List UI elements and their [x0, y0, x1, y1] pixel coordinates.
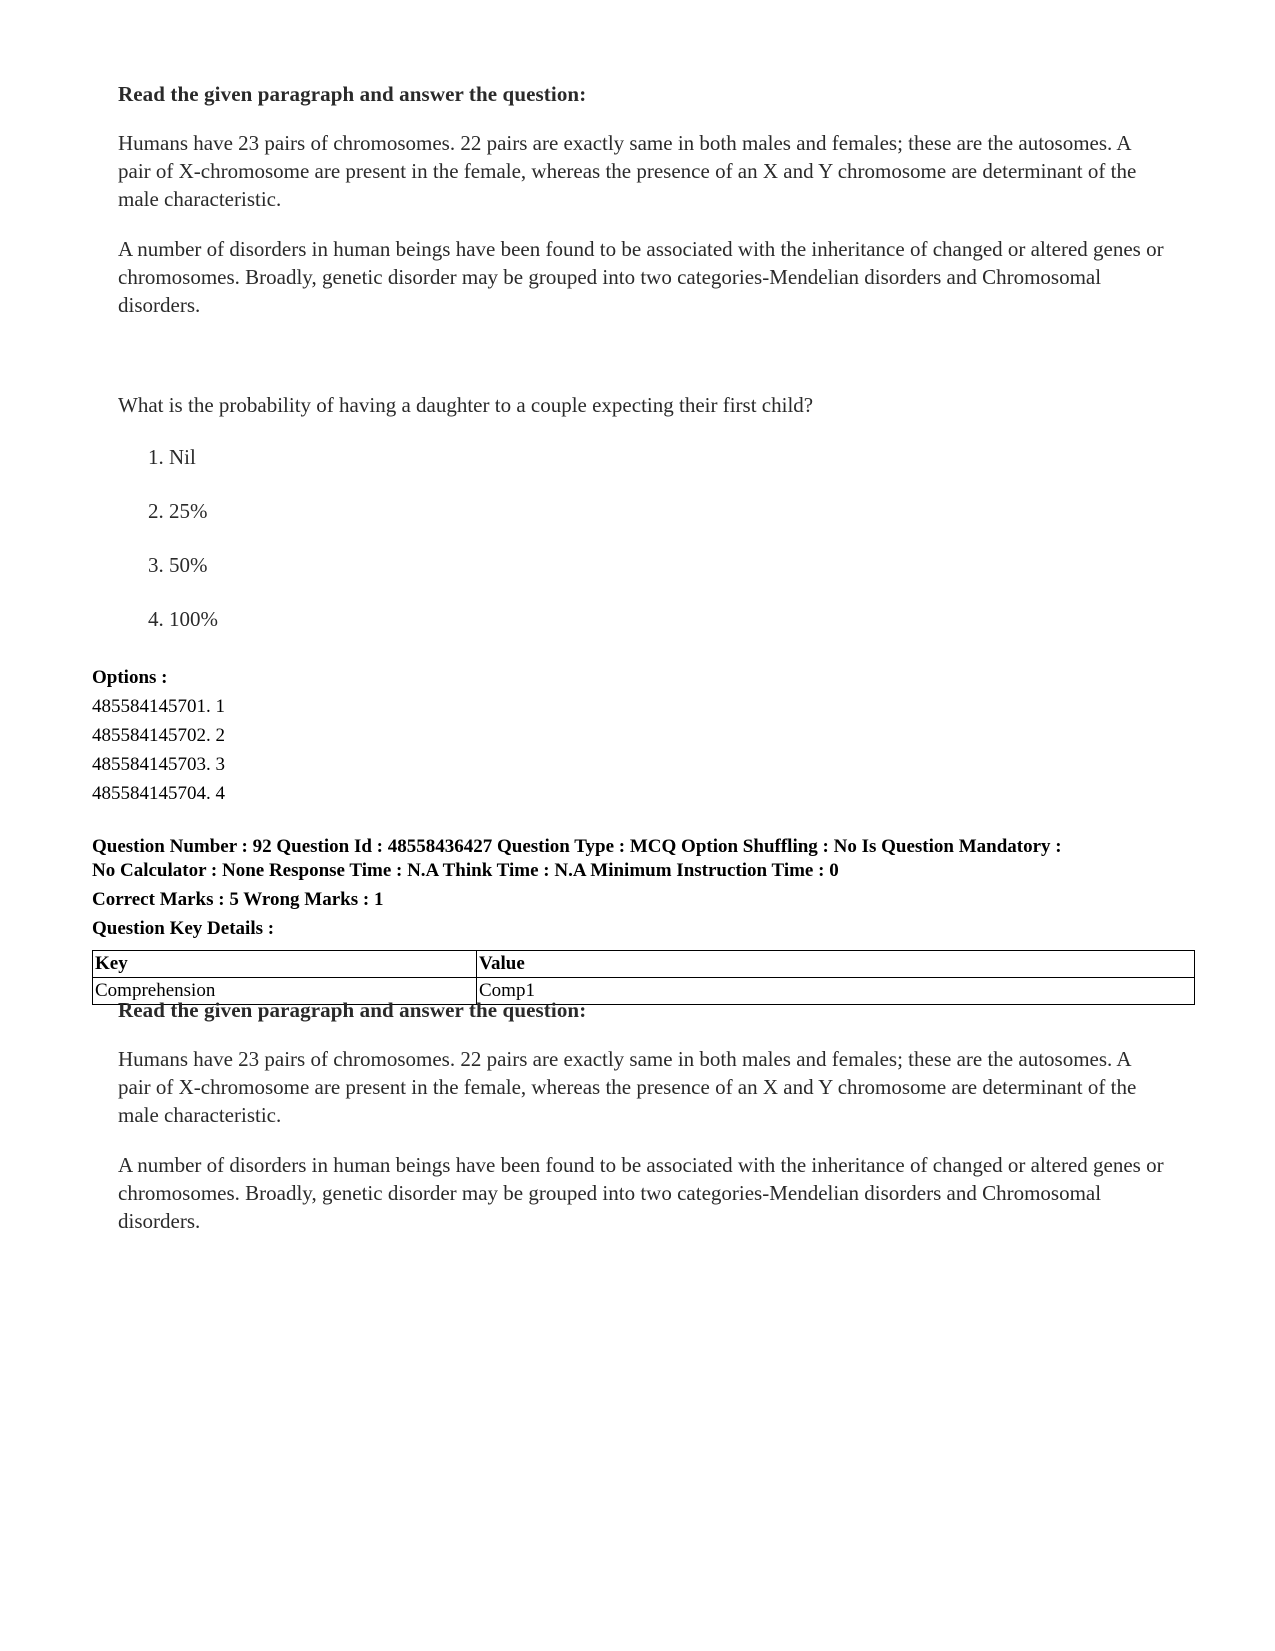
- table-header-row: [93, 951, 1195, 978]
- column-header: Value: [477, 951, 1195, 978]
- passage-paragraph: Humans have 23 pairs of chromosomes. 22 pairs are exactly same in both males and females; these are the autosomes. A pair of X-chromosome are present in the female, whereas the presence of an X and Y chromosome are determinant of the male characteristic.: [118, 1047, 1137, 1127]
- option-item: 485584145701. 1: [92, 696, 225, 717]
- table-cell: Comprehension: [93, 978, 477, 1005]
- key-details-label: Question Key Details :: [92, 918, 275, 939]
- option-item: 485584145703. 3: [92, 754, 225, 775]
- passage-paragraph: Humans have 23 pairs of chromosomes. 22 pairs are exactly same in both males and females; these are the autosomes. A pair of X-chromosome are present in the female, whereas the presence of an X and Y chromosome are determinant of the male characteristic.: [118, 131, 1137, 211]
- answer-choice: 4. 100%: [148, 607, 218, 631]
- passage-block-1: [118, 82, 1168, 319]
- marks-line: Correct Marks : 5 Wrong Marks : 1: [92, 889, 384, 910]
- answer-choice: 3. 50%: [148, 553, 208, 577]
- key-details-table: [92, 950, 1195, 1005]
- passage-heading: Read the given paragraph and answer the question:: [118, 998, 587, 1022]
- answer-choice: 1. Nil: [148, 445, 196, 469]
- meta-line: Question Number : 92 Question Id : 48558436427 Question Type : MCQ Option Shuffling : No Is Question Mandatory :: [92, 836, 1062, 857]
- passage-heading: Read the given paragraph and answer the question:: [118, 82, 587, 106]
- meta-line: No Calculator : None Response Time : N.A Think Time : N.A Minimum Instruction Time : 0: [92, 860, 839, 881]
- option-item: 485584145702. 2: [92, 725, 225, 746]
- question-text: What is the probability of having a daughter to a couple expecting their first child?: [118, 393, 814, 417]
- options-label: Options :: [92, 667, 168, 688]
- question-meta: [92, 835, 1202, 941]
- answer-choices: [148, 444, 218, 660]
- passage-paragraph: A number of disorders in human beings have been found to be associated with the inheritance of changed or altered genes or chromosomes. Broadly, genetic disorder may be grouped into two categories-Mendelian disorders and Chromosomal disorders.: [118, 1153, 1164, 1233]
- column-header: Key: [93, 951, 477, 978]
- passage-block-2: [118, 998, 1168, 1235]
- option-item: 485584145704. 4: [92, 783, 225, 804]
- table-cell: Comp1: [477, 978, 1195, 1005]
- passage-paragraph: A number of disorders in human beings have been found to be associated with the inheritance of changed or altered genes or chromosomes. Broadly, genetic disorder may be grouped into two categories-Mendelian disorders and Chromosomal disorders.: [118, 237, 1164, 317]
- options-section: [92, 663, 225, 808]
- answer-choice: 2. 25%: [148, 499, 208, 523]
